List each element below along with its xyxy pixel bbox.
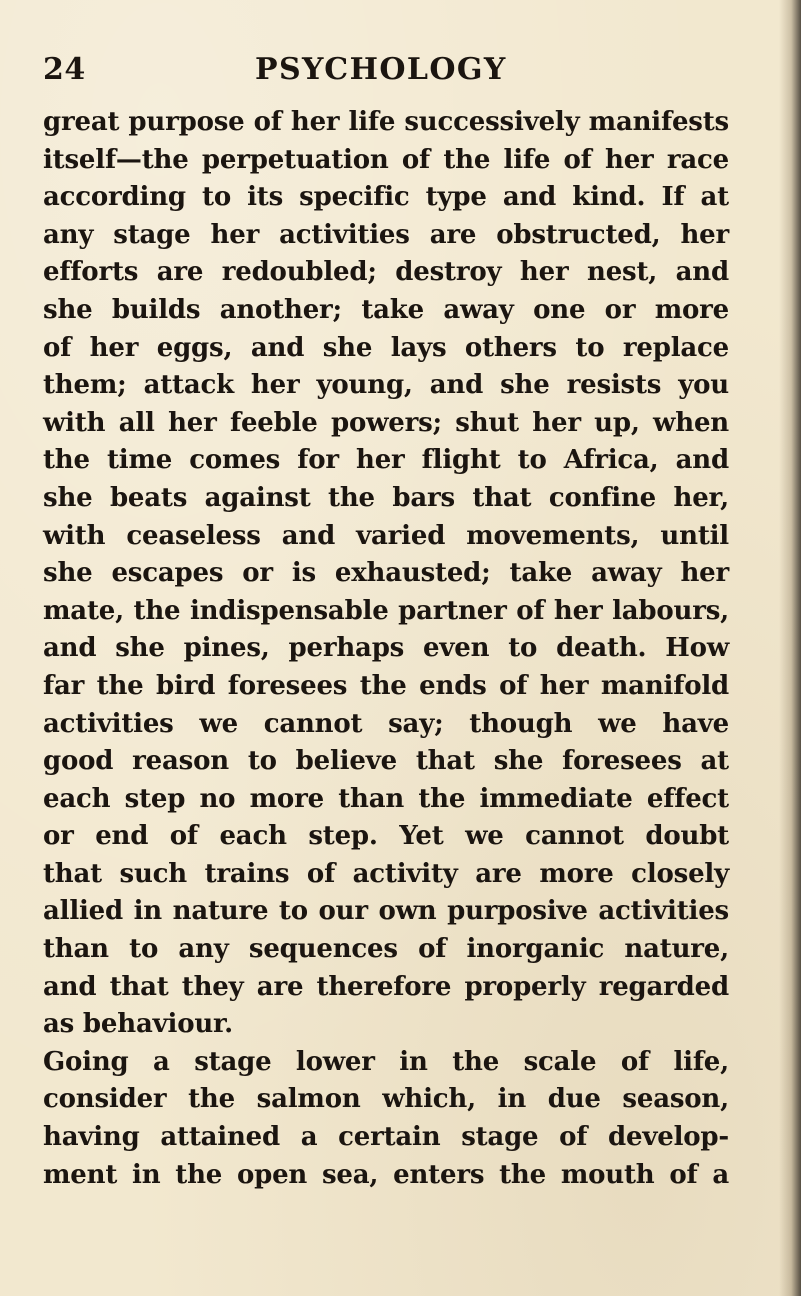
text-line: each step no more than the immediate effect xyxy=(43,783,729,814)
text-line: of her eggs, and she lays others to replace xyxy=(43,332,729,363)
text-line: allied in nature to our own purposive activities xyxy=(43,896,729,927)
text-line: than to any sequences of inorganic nature, xyxy=(43,934,729,965)
text-line: with all her feeble powers; shut her up, when xyxy=(43,407,729,438)
page-header xyxy=(43,50,743,90)
body-text xyxy=(43,104,729,1194)
text-line: them; attack her young, and she resists you xyxy=(43,370,729,401)
text-line-paragraph-end: as behaviour. xyxy=(43,1009,234,1040)
text-line: and that they are therefore properly regarded xyxy=(43,971,729,1002)
page-number: 24 xyxy=(43,52,86,87)
text-line: with ceaseless and varied movements, until xyxy=(43,520,729,551)
text-line: ment in the open sea, enters the mouth of a xyxy=(43,1159,729,1190)
page-edge-shadow xyxy=(779,0,801,1296)
text-line: and she pines, perhaps even to death. How xyxy=(43,633,729,664)
text-line: she builds another; take away one or more xyxy=(43,294,729,325)
text-line: great purpose of her life successively manifests xyxy=(43,107,729,137)
text-line: mate, the indispensable partner of her labours, xyxy=(43,595,729,626)
text-line: efforts are redoubled; destroy her nest, and xyxy=(43,257,729,288)
text-line: according to its specific type and kind. If at xyxy=(43,182,729,213)
text-line: consider the salmon which, in due season, xyxy=(43,1084,729,1115)
text-line: having attained a certain stage of develop- xyxy=(43,1122,729,1153)
text-line: the time comes for her flight to Africa, and xyxy=(43,445,729,476)
text-line: she beats against the bars that confine her, xyxy=(43,482,729,513)
text-line: itself—the perpetuation of the life of her race xyxy=(43,144,729,175)
text-line: or end of each step. Yet we cannot doubt xyxy=(43,821,729,852)
text-line: good reason to believe that she foresees at xyxy=(43,746,729,777)
text-line: that such trains of activity are more closely xyxy=(43,858,729,889)
running-head: PSYCHOLOGY xyxy=(255,52,507,87)
text-line: she escapes or is exhausted; take away her xyxy=(43,558,729,589)
text-line: far the bird foresees the ends of her manifold xyxy=(43,670,729,701)
text-line: any stage her activities are obstructed, her xyxy=(43,219,729,250)
text-line-paragraph-start: Going a stage lower in the scale of life, xyxy=(43,1046,729,1077)
text-line: activities we cannot say; though we have xyxy=(43,708,729,739)
